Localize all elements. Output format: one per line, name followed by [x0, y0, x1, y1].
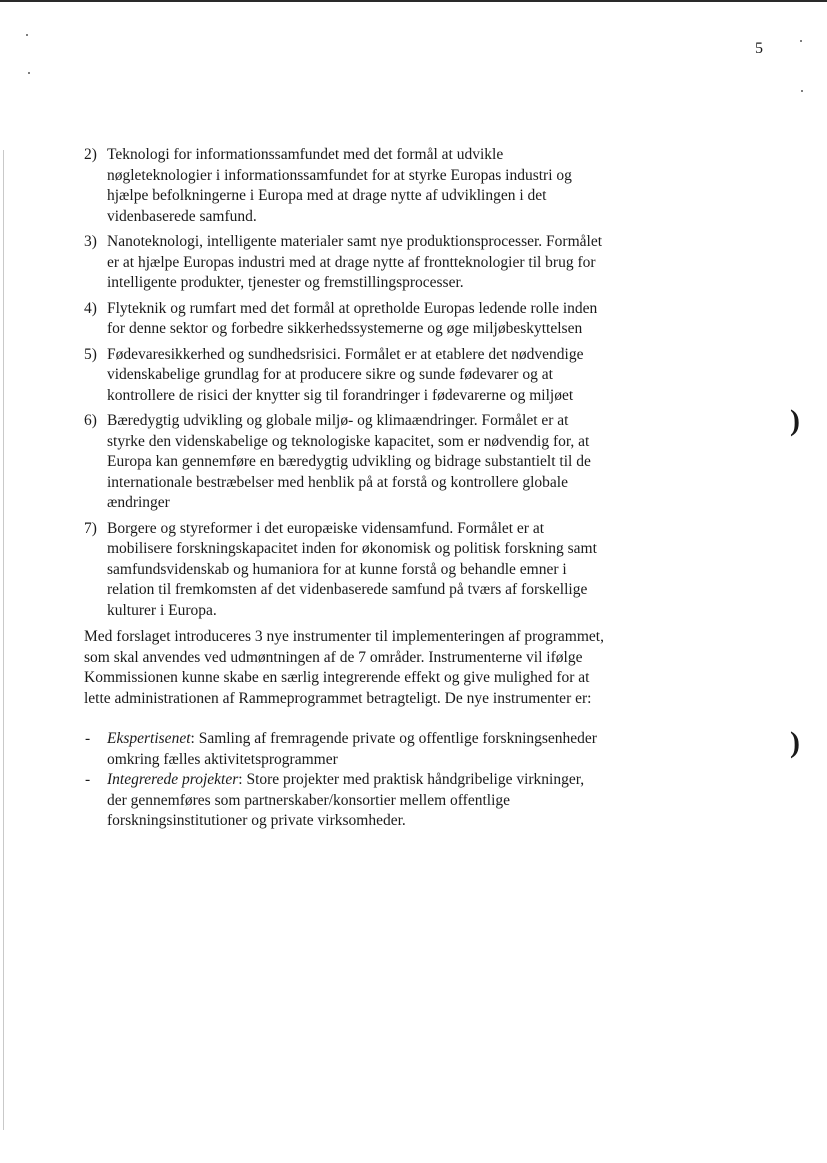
item-number: 4) [84, 299, 97, 317]
binder-hole-mark: ) [790, 404, 800, 437]
item-text: Teknologi for informationssamfundet med det formål at udvikle nøgleteknologier i informationssamfundet for at styrke Europas industri og hjælpe befolkningerne i Europa med at drage nytte af udviklingen i det videnbaserede samfund. [107, 146, 572, 225]
instrument-text: : Store projekter med praktisk håndgribelige virkninger, der gennemføres som partnerskaber/konsortier mellem offentlige forskningsinstitutioner og private virksomheder. [107, 771, 585, 829]
instrument-term: Ekspertisenet [107, 730, 191, 747]
instrument-text: : Samling af fremragende private og offentlige forskningsenheder omkring fælles aktivitetsprogrammer [107, 730, 597, 768]
item-text: Nanoteknologi, intelligente materialer samt nye produktionsprocesser. Formålet er at hjælpe Europas industri med at drage nytte af frontteknologier til brug for intelligente produkter, tjenester og fremstillingsprocesser. [107, 233, 603, 291]
scan-speck [26, 34, 28, 36]
scan-speck [800, 40, 802, 42]
dash-marker: - [85, 771, 91, 788]
item-number: 3) [84, 233, 97, 250]
item-text: Flyteknik og rumfart med det formål at opretholde Europas ledende rolle inden for denne sektor og forbedre sikkerhedssystemerne og øge miljøbeskyttelsen [107, 299, 598, 337]
left-scan-edge [3, 150, 4, 1130]
instruments-list [84, 729, 604, 832]
binder-hole-mark: ) [790, 726, 800, 759]
item-text: Bæredygtig udvikling og globale miljø- og klimaændringer. Formålet er at styrke den videnskabelige og teknologiske kapacitet, som er nødvendig for, at Europa kan gennemføre en bæredygtig udvikling og bidrage substantielt til de internationale bestræbelser med henblik på at forstå og kontrollere globale ændringer [107, 412, 591, 511]
scan-speck [801, 90, 803, 92]
list-item [84, 299, 604, 340]
program-areas-list [84, 145, 604, 621]
list-item [84, 145, 604, 227]
list-item [84, 729, 604, 770]
item-text: Borgere og styreformer i det europæiske vidensamfund. Formålet er at mobilisere forskningskapacitet inden for økonomisk og politisk forskning samt samfundsvidenskab og humaniora for at kunne forstå og behandle emner i relation til fremkomsten af det videnbaserede samfund på tværs af forskellige kulturer i Europa. [107, 519, 597, 619]
instrument-term: Integrerede projekter [107, 771, 239, 788]
item-number: 5) [84, 345, 97, 363]
page-body [84, 145, 604, 832]
list-item [84, 519, 604, 622]
item-number: 2) [84, 146, 97, 163]
list-item [84, 345, 604, 407]
list-item [84, 232, 604, 294]
top-scan-edge [0, 0, 827, 2]
scan-speck [28, 72, 30, 74]
item-number: 6) [84, 412, 97, 429]
item-number: 7) [84, 519, 97, 537]
intro-paragraph: Med forslaget introduceres 3 nye instrumenter til implementeringen af programmet, som skal anvendes ved udmøntningen af de 7 områder. Instrumenterne vil ifølge Kommissionen kunne skabe en særlig integrerende effekt og give mulighed for at lette administrationen af Rammeprogrammet betragteligt. De nye instrumenter er: [84, 628, 604, 707]
page-number: 5 [755, 40, 763, 57]
list-item [84, 770, 604, 832]
item-text: Fødevaresikkerhed og sundhedsrisici. Formålet er at etablere det nødvendige videnskabelige grundlag for at producere sikre og sunde fødevarer og at kontrollere de risici der knytter sig til forandringer i fødevarerne og miljøet [107, 345, 584, 404]
dash-marker: - [85, 730, 91, 747]
list-item [84, 411, 604, 514]
